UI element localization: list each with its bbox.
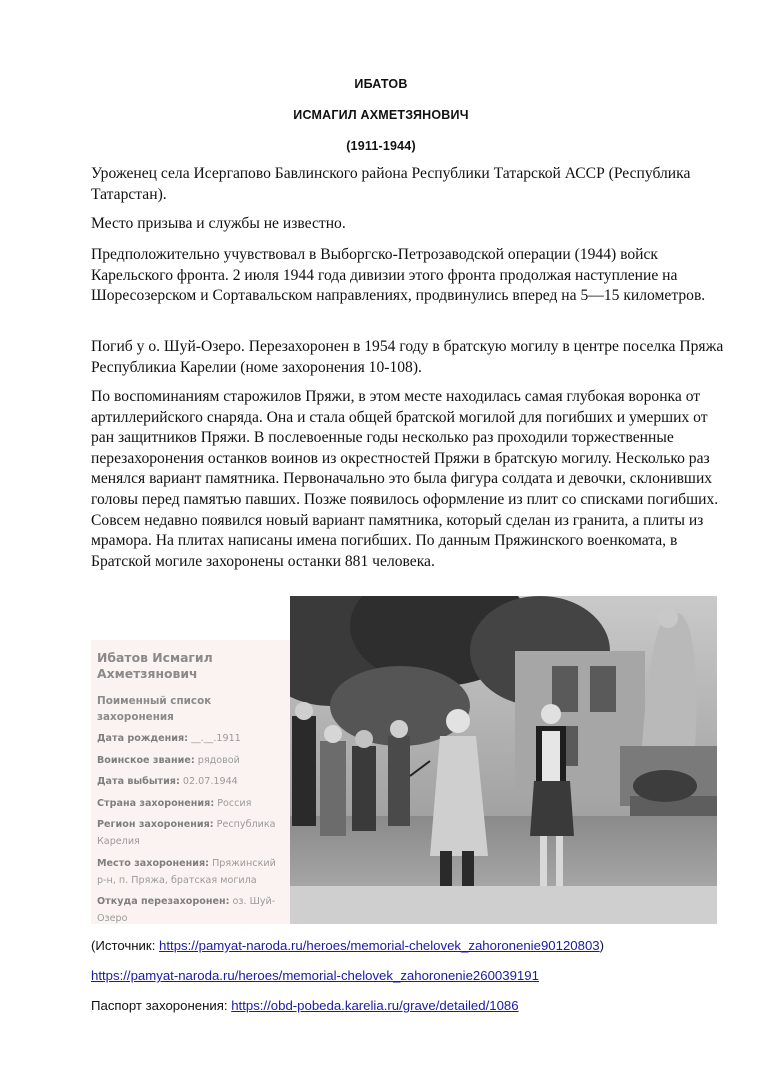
card-row-region: Регион захоронения: Республика Карелия (97, 819, 276, 847)
passport-line: Паспорт захоронения: https://obd-pobeda.karelia.ru/grave/detailed/1086 (91, 998, 519, 1013)
conscription-paragraph: Место призыва и службы не известно. (91, 215, 346, 232)
card-row-birth-date: Дата рождения: __.__.1911 (97, 733, 241, 744)
card-row-country: Страна захоронения: Россия (97, 797, 252, 809)
card-person-name: Ибатов Исмагил Ахметзянович (97, 650, 213, 681)
second-source-line (91, 968, 539, 983)
card-row-reburied-from: Откуда перезахоронен: оз. Шуй-Озеро (97, 896, 276, 924)
card-row-burial-place: Место захоронения: Пряжинский р-н, п. Пряжа, братская могила (97, 857, 276, 886)
memorial-ceremony-photo (290, 596, 717, 924)
memorial-paragraph: По воспоминаниям старожилов Пряжи, в этом месте находилась самая глубокая воронка от артиллерийского снаряда. Она и стала общей братской могилой для погибших и умерших от ран защитников Пряжи. В послевоенные годы несколько раз проходили торжественные перезахоронения останков воинов из окрестностей Пряжи в братскую могилу. Несколько раз менялся вариант памятника. Первоначально это была фигура солдата и девочки, склонивших головы перед памятью павших. Позже появилось оформление из плит со списками погибших. Совсем недавно появился новый вариант памятника, который сделан из гранита, а плиты из мрамора. На плитах написаны имена погибших. По данным Пряжинского военкомата, в Братской могиле захоронены останки 881 человека. (91, 388, 719, 570)
card-row-departure-date: Дата выбытия: 02.07.1944 (97, 776, 238, 787)
card-fields (97, 730, 287, 932)
source-link[interactable]: https://pamyat-naroda.ru/heroes/memorial-chelovek_zahoronenie90120803 (159, 938, 600, 953)
name-heading: ИСМАГИЛ АХМЕТЗЯНОВИЧ (293, 108, 469, 122)
source-line: (Источник: https://pamyat-naroda.ru/heroes/memorial-chelovek_zahoronenie90120803) (91, 938, 605, 953)
birthplace-paragraph: Уроженец села Исергапово Бавлинского района Республики Татарской АССР (Республика Татарстан). (91, 165, 691, 203)
surname-heading: ИБАТОВ (354, 77, 408, 91)
death-paragraph: Погиб у о. Шуй-Озеро. Перезахоронен в 1954 году в братскую могилу в центре поселка Пряжа Республикиа Карелии (номе захоронения 10-108). (91, 338, 724, 376)
passport-link[interactable]: https://obd-pobeda.karelia.ru/grave/detailed/1086 (231, 998, 519, 1013)
operation-paragraph: Предположительно учувствовал в Выборгско-Петрозаводской операции (1944) войск Карельского фронта. 2 июля 1944 года дивизии этого фронта продолжая наступление на Шоресозерском и Сортавальском направлениях, продвинулись вперед на 5—15 километров. (91, 246, 706, 305)
card-row-rank: Воинское звание: рядовой (97, 754, 240, 766)
card-list-title: Поименный список захоронения (97, 695, 212, 723)
burial-record-card (91, 640, 290, 924)
second-source-link[interactable]: https://pamyat-naroda.ru/heroes/memorial-chelovek_zahoronenie260039191 (91, 968, 539, 983)
years-heading: (1911-1944) (346, 139, 416, 153)
